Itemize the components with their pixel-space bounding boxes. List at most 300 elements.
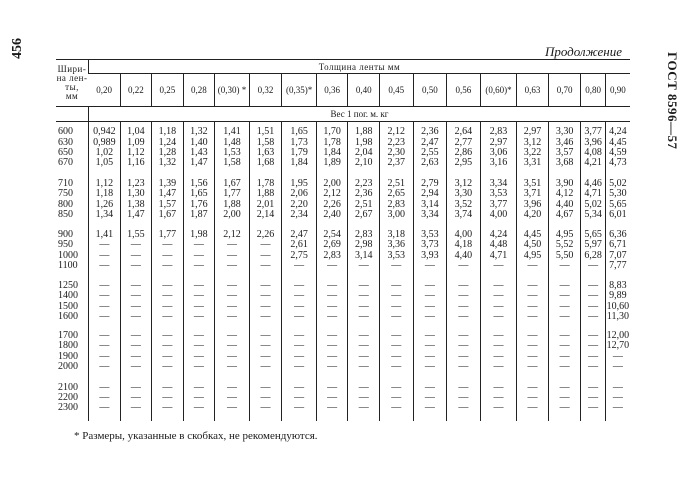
weight-value: 2,00: [323, 178, 341, 190]
weight-value: —: [260, 340, 271, 352]
width-values-cell: [56, 174, 89, 226]
weight-value: 3,36: [387, 239, 405, 251]
weight-value: 1,98: [354, 136, 373, 148]
weight-values-cell: [348, 226, 380, 276]
weight-value: 2,97: [489, 136, 508, 148]
weight-values-cell: [447, 226, 481, 276]
weight-value: —: [424, 381, 435, 393]
footnote: * Размеры, указанные в скобках, не рекомендуются.: [74, 430, 318, 442]
weight-values-cell: [282, 328, 317, 376]
weight-value: 2,36: [421, 126, 439, 138]
weight-value: —: [493, 381, 504, 393]
weight-value: —: [391, 381, 402, 393]
width-values-cell: [56, 122, 89, 174]
weight-value: 3,53: [421, 229, 439, 241]
weight-values-cell: [548, 122, 581, 174]
weight-value: —: [588, 310, 599, 322]
thickness-col-header: 0,90: [605, 74, 630, 107]
weight-value: 4,45: [609, 136, 627, 148]
weight-value: 1,67: [158, 208, 177, 220]
weight-value: —: [612, 402, 623, 414]
weight-value: —: [424, 290, 435, 302]
weight-value: 1,40: [190, 136, 208, 148]
weight-value: —: [99, 280, 110, 292]
weight-values-cell: [413, 376, 447, 421]
weight-value: 2,36: [354, 188, 373, 200]
weight-value: —: [559, 381, 570, 393]
weight-values-cell: [89, 174, 121, 226]
weight-value: —: [226, 290, 237, 302]
weight-value: 1,70: [323, 126, 341, 138]
weight-value: —: [559, 290, 570, 302]
weight-values-cell: [447, 174, 481, 226]
weight-value: —: [193, 290, 204, 302]
weight-value: 1,73: [290, 136, 308, 148]
weight-value: 1,48: [223, 136, 241, 148]
page-number: 456: [10, 38, 25, 59]
weight-value: 3,34: [489, 178, 508, 190]
weight-value: 1,88: [354, 126, 373, 138]
weight-value: 1,58: [256, 136, 275, 148]
thickness-col-header: 0,28: [183, 74, 215, 107]
weight-value: 5,65: [584, 229, 602, 241]
weight-value: 3,73: [421, 239, 439, 251]
weight-value: —: [458, 280, 469, 292]
weight-values-cell: [282, 122, 317, 174]
weight-value: —: [162, 239, 173, 251]
weight-value: —: [327, 381, 338, 393]
weight-value: 1,16: [127, 156, 145, 168]
weight-value: —: [226, 259, 237, 271]
weight-value: 5,52: [555, 239, 574, 251]
weight-value: —: [162, 391, 173, 403]
weight-value: 3,77: [584, 126, 602, 138]
weight-values-cell: [413, 226, 447, 276]
weight-value: 3,96: [584, 136, 602, 148]
weight-value: 2,79: [421, 178, 439, 190]
weight-value: —: [327, 300, 338, 312]
thickness-col-header: (0,60)*: [480, 74, 517, 107]
weight-value: 1,76: [190, 198, 208, 210]
weight-values-cell: [120, 122, 152, 174]
weight-value: 1,77: [158, 229, 177, 241]
weight-value: —: [327, 310, 338, 322]
weight-value: —: [260, 280, 271, 292]
weight-value: 3,14: [354, 249, 373, 261]
weight-value: —: [130, 330, 141, 342]
weight-value: 2,23: [354, 178, 373, 190]
weight-values-cell: [89, 276, 121, 328]
weight-value: —: [260, 360, 271, 372]
weight-value: 2,83: [489, 126, 508, 138]
weight-value: —: [99, 259, 110, 271]
weight-value: 7,77: [609, 259, 627, 271]
weight-value: 5,34: [584, 208, 602, 220]
weight-value: —: [130, 381, 141, 393]
weight-values-cell: [120, 276, 152, 328]
weight-value: —: [260, 391, 271, 403]
weight-value: —: [193, 280, 204, 292]
weight-values-cell: [413, 276, 447, 328]
weight-value: 2,01: [256, 198, 275, 210]
weight-value: —: [294, 300, 305, 312]
weight-value: —: [99, 340, 110, 352]
weight-value: —: [99, 290, 110, 302]
weight-values-cell: [282, 376, 317, 421]
thickness-col-header: 0,70: [548, 74, 581, 107]
weight-value: 3,16: [489, 156, 508, 168]
weight-value: —: [527, 360, 538, 372]
weight-values-cell: [379, 226, 413, 276]
weight-value: —: [458, 350, 469, 362]
weight-value: 1,79: [290, 146, 308, 158]
thickness-col-header: 0,56: [447, 74, 481, 107]
weight-value: —: [294, 259, 305, 271]
weight-value: —: [226, 249, 237, 261]
weight-value: —: [294, 330, 305, 342]
width-value: 1400: [58, 290, 78, 302]
weight-value: —: [327, 350, 338, 362]
weight-values-cell: [480, 122, 517, 174]
weight-value: 2,10: [354, 156, 373, 168]
weight-value: 2,00: [223, 208, 241, 220]
weight-value: 3,18: [387, 229, 405, 241]
weight-values-cell: [379, 174, 413, 226]
weight-value: —: [493, 280, 504, 292]
weight-values-cell: [447, 328, 481, 376]
weight-value: 2,75: [290, 249, 308, 261]
weight-value: 3,68: [555, 156, 574, 168]
weight-value: —: [391, 330, 402, 342]
weight-value: 10,60: [606, 300, 630, 312]
weight-value: —: [424, 310, 435, 322]
weight-value: —: [260, 290, 271, 302]
weight-value: —: [424, 402, 435, 414]
weight-value: 1,26: [95, 198, 114, 210]
weight-value: 2,83: [387, 198, 405, 210]
weight-values-cell: [480, 174, 517, 226]
weight-value: 3,53: [489, 188, 508, 200]
weight-value: 4,73: [609, 156, 627, 168]
weight-value: 2,47: [421, 136, 439, 148]
weight-value: —: [588, 280, 599, 292]
weight-value: 3,57: [555, 146, 574, 158]
weight-values-cell: [183, 328, 215, 376]
weight-value: —: [260, 249, 271, 261]
weight-value: 2,97: [523, 126, 542, 138]
weight-values-cell: [413, 122, 447, 174]
weight-value: —: [327, 330, 338, 342]
weight-values-cell: [581, 376, 605, 421]
weight-value: 4,24: [489, 229, 508, 241]
weight-value: 2,51: [387, 178, 405, 190]
weight-value: —: [99, 310, 110, 322]
weight-values-cell: [379, 328, 413, 376]
weight-value: —: [260, 310, 271, 322]
weight-value: 1,84: [323, 146, 341, 158]
weight-value: —: [588, 360, 599, 372]
weight-values-cell: [316, 122, 348, 174]
width-value: 1100: [58, 259, 78, 271]
weight-values-cell: [183, 276, 215, 328]
weight-values-cell: [480, 328, 517, 376]
weight-values-cell: [316, 226, 348, 276]
width-value: 950: [58, 239, 73, 251]
weight-value: 2,04: [354, 146, 373, 158]
weight-value: —: [226, 402, 237, 414]
weight-value: —: [294, 310, 305, 322]
width-value: 1900: [58, 350, 78, 362]
weight-value: 3,52: [454, 198, 473, 210]
weight-header-spacer: [56, 107, 89, 122]
width-values-cell: [56, 276, 89, 328]
weight-value: —: [493, 350, 504, 362]
weight-value: —: [527, 330, 538, 342]
weight-value: 1,55: [127, 229, 145, 241]
weight-values-cell: [605, 226, 630, 276]
width-group-row: [56, 122, 630, 174]
weight-values-cell: [605, 122, 630, 174]
weight-value: —: [358, 391, 369, 403]
weight-value: 1,02: [95, 146, 114, 158]
weight-value: —: [130, 300, 141, 312]
weight-value: 4,08: [584, 146, 602, 158]
weight-value: —: [527, 402, 538, 414]
weight-value: —: [130, 350, 141, 362]
weight-value: —: [559, 340, 570, 352]
weight-value: 4,59: [609, 146, 627, 158]
weight-value: 4,45: [523, 229, 542, 241]
weight-value: —: [294, 391, 305, 403]
weight-value: 3,00: [387, 208, 405, 220]
weight-value: —: [588, 381, 599, 393]
weight-value: 3,30: [555, 126, 574, 138]
weight-value: —: [193, 381, 204, 393]
weight-value: —: [260, 259, 271, 271]
weight-value: —: [162, 280, 173, 292]
weight-value: —: [193, 330, 204, 342]
thickness-col-header: 0,80: [581, 74, 605, 107]
weight-value: —: [162, 350, 173, 362]
weight-value: —: [391, 280, 402, 292]
weight-value: —: [527, 280, 538, 292]
weight-value: 2,37: [387, 156, 405, 168]
weight-value: 5,02: [609, 178, 627, 190]
weight-value: —: [391, 259, 402, 271]
continuation-label: Продолжение: [544, 44, 622, 59]
weight-value: 4,20: [523, 208, 542, 220]
weight-value: —: [458, 300, 469, 312]
weight-value: —: [358, 360, 369, 372]
weight-values-cell: [517, 174, 549, 226]
width-group-row: [56, 174, 630, 226]
weight-values-cell: [249, 122, 282, 174]
weight-value: —: [391, 300, 402, 312]
weight-values-cell: [120, 226, 152, 276]
weight-value: —: [391, 290, 402, 302]
weight-value: —: [327, 391, 338, 403]
weight-value: 1,38: [127, 198, 145, 210]
weight-value: —: [226, 360, 237, 372]
weight-value: 3,90: [555, 178, 574, 190]
weight-value: —: [294, 290, 305, 302]
weight-value: 9,89: [609, 290, 627, 302]
weight-values-cell: [282, 174, 317, 226]
weight-value: —: [162, 402, 173, 414]
weight-value: 3,96: [523, 198, 542, 210]
weight-header: Вес 1 пог. м. кг: [89, 107, 630, 122]
weight-value: 6,28: [584, 249, 602, 261]
weight-value: 3,71: [523, 188, 542, 200]
weight-value: —: [458, 330, 469, 342]
weight-value: —: [458, 391, 469, 403]
weight-value: 1,04: [127, 126, 145, 138]
weight-value: 1,89: [323, 156, 341, 168]
weight-value: 1,95: [290, 178, 308, 190]
weight-value: 4,95: [523, 249, 542, 261]
weight-value: —: [99, 381, 110, 393]
weight-value: 2,94: [421, 188, 439, 200]
weight-value: 6,71: [609, 239, 627, 251]
weight-value: —: [391, 350, 402, 362]
width-value: 1800: [58, 340, 78, 352]
weight-value: 5,02: [584, 198, 602, 210]
weight-value: —: [588, 330, 599, 342]
weight-value: 3,46: [555, 136, 574, 148]
weight-value: —: [358, 300, 369, 312]
weight-values-cell: [152, 122, 184, 174]
weight-value: —: [559, 391, 570, 403]
weight-value: 3,53: [387, 249, 405, 261]
weight-value: —: [458, 310, 469, 322]
weight-value: 1,09: [127, 136, 145, 148]
weight-value: —: [612, 391, 623, 403]
weight-value: 1,51: [256, 126, 275, 138]
weight-value: —: [226, 310, 237, 322]
width-value: 2000: [58, 360, 78, 372]
weight-value: 2,77: [454, 136, 473, 148]
width-value: 2200: [58, 391, 78, 403]
weight-value: 4,40: [454, 249, 473, 261]
weight-value: 1,53: [223, 146, 241, 158]
weight-value: —: [193, 360, 204, 372]
weight-value: —: [458, 290, 469, 302]
weight-value: 4,71: [489, 249, 508, 261]
weight-value: 2,14: [256, 208, 275, 220]
weight-value: —: [612, 350, 623, 362]
weight-value: 1,47: [127, 208, 145, 220]
weight-values-cell: [120, 328, 152, 376]
weight-value: —: [527, 350, 538, 362]
weight-value: —: [588, 340, 599, 352]
weight-value: —: [559, 402, 570, 414]
weight-values-cell: [183, 226, 215, 276]
weight-value: 3,06: [489, 146, 508, 158]
weight-value: —: [588, 300, 599, 312]
weight-value: —: [358, 402, 369, 414]
weight-values-cell: [316, 276, 348, 328]
weight-value: —: [493, 391, 504, 403]
weight-value: —: [424, 391, 435, 403]
weight-value: 3,93: [421, 249, 439, 261]
weight-value: —: [527, 391, 538, 403]
weight-value: —: [99, 391, 110, 403]
thickness-col-header: 0,36: [316, 74, 348, 107]
weight-value: —: [458, 381, 469, 393]
weight-value: —: [424, 280, 435, 292]
weight-value: —: [193, 402, 204, 414]
weight-value: 12,70: [606, 340, 630, 352]
weight-values-cell: [605, 276, 630, 328]
weight-values-cell: [413, 328, 447, 376]
weight-value: —: [294, 360, 305, 372]
weight-value: —: [99, 249, 110, 261]
weight-value: 1,43: [190, 146, 208, 158]
weight-value: 1,41: [223, 126, 241, 138]
weight-value: —: [612, 360, 623, 372]
weight-value: —: [226, 340, 237, 352]
weight-values-cell: [480, 376, 517, 421]
weight-value: —: [130, 391, 141, 403]
weight-value: 1,88: [256, 188, 275, 200]
weight-value: —: [527, 310, 538, 322]
weight-value: —: [193, 350, 204, 362]
weight-value: —: [458, 402, 469, 414]
weight-value: 3,74: [454, 208, 473, 220]
weight-value: —: [130, 340, 141, 352]
weight-value: 2,95: [454, 156, 473, 168]
thickness-col-header: 0,25: [152, 74, 184, 107]
weight-values-cell: [348, 122, 380, 174]
width-value: 630: [58, 136, 73, 148]
width-value: 600: [58, 126, 73, 138]
weight-value: 1,18: [95, 188, 114, 200]
thickness-header: Толщина ленты мм: [89, 60, 630, 74]
weight-value: 2,61: [290, 239, 308, 251]
weight-value: 1,63: [256, 146, 275, 158]
weight-value: 5,97: [584, 239, 602, 251]
weight-value: 2,51: [354, 198, 373, 210]
weight-value: 2,26: [256, 229, 275, 241]
weight-values-cell: [480, 226, 517, 276]
weight-values-cell: [282, 226, 317, 276]
weight-values-cell: [89, 122, 121, 174]
weight-value: 2,83: [354, 229, 373, 241]
weight-value: 4,00: [454, 229, 473, 241]
weight-values-cell: [517, 276, 549, 328]
weight-value: 2,98: [354, 239, 373, 251]
weight-value: —: [260, 381, 271, 393]
weight-value: —: [588, 391, 599, 403]
width-value: 1700: [58, 330, 78, 342]
width-value: 710: [58, 178, 73, 190]
weight-value: —: [193, 310, 204, 322]
weight-value: —: [527, 290, 538, 302]
weight-value: —: [130, 249, 141, 261]
weight-value: —: [260, 402, 271, 414]
weight-value: —: [294, 381, 305, 393]
weight-value: 2,34: [290, 208, 308, 220]
weight-value: 2,30: [387, 146, 405, 158]
weight-value: —: [294, 340, 305, 352]
weight-values-cell: [581, 276, 605, 328]
weight-value: —: [588, 259, 599, 271]
width-value: 750: [58, 188, 73, 200]
width-group-row: [56, 376, 630, 421]
weight-value: —: [226, 280, 237, 292]
weight-value: 3,77: [489, 198, 508, 210]
weight-values-cell: [379, 276, 413, 328]
